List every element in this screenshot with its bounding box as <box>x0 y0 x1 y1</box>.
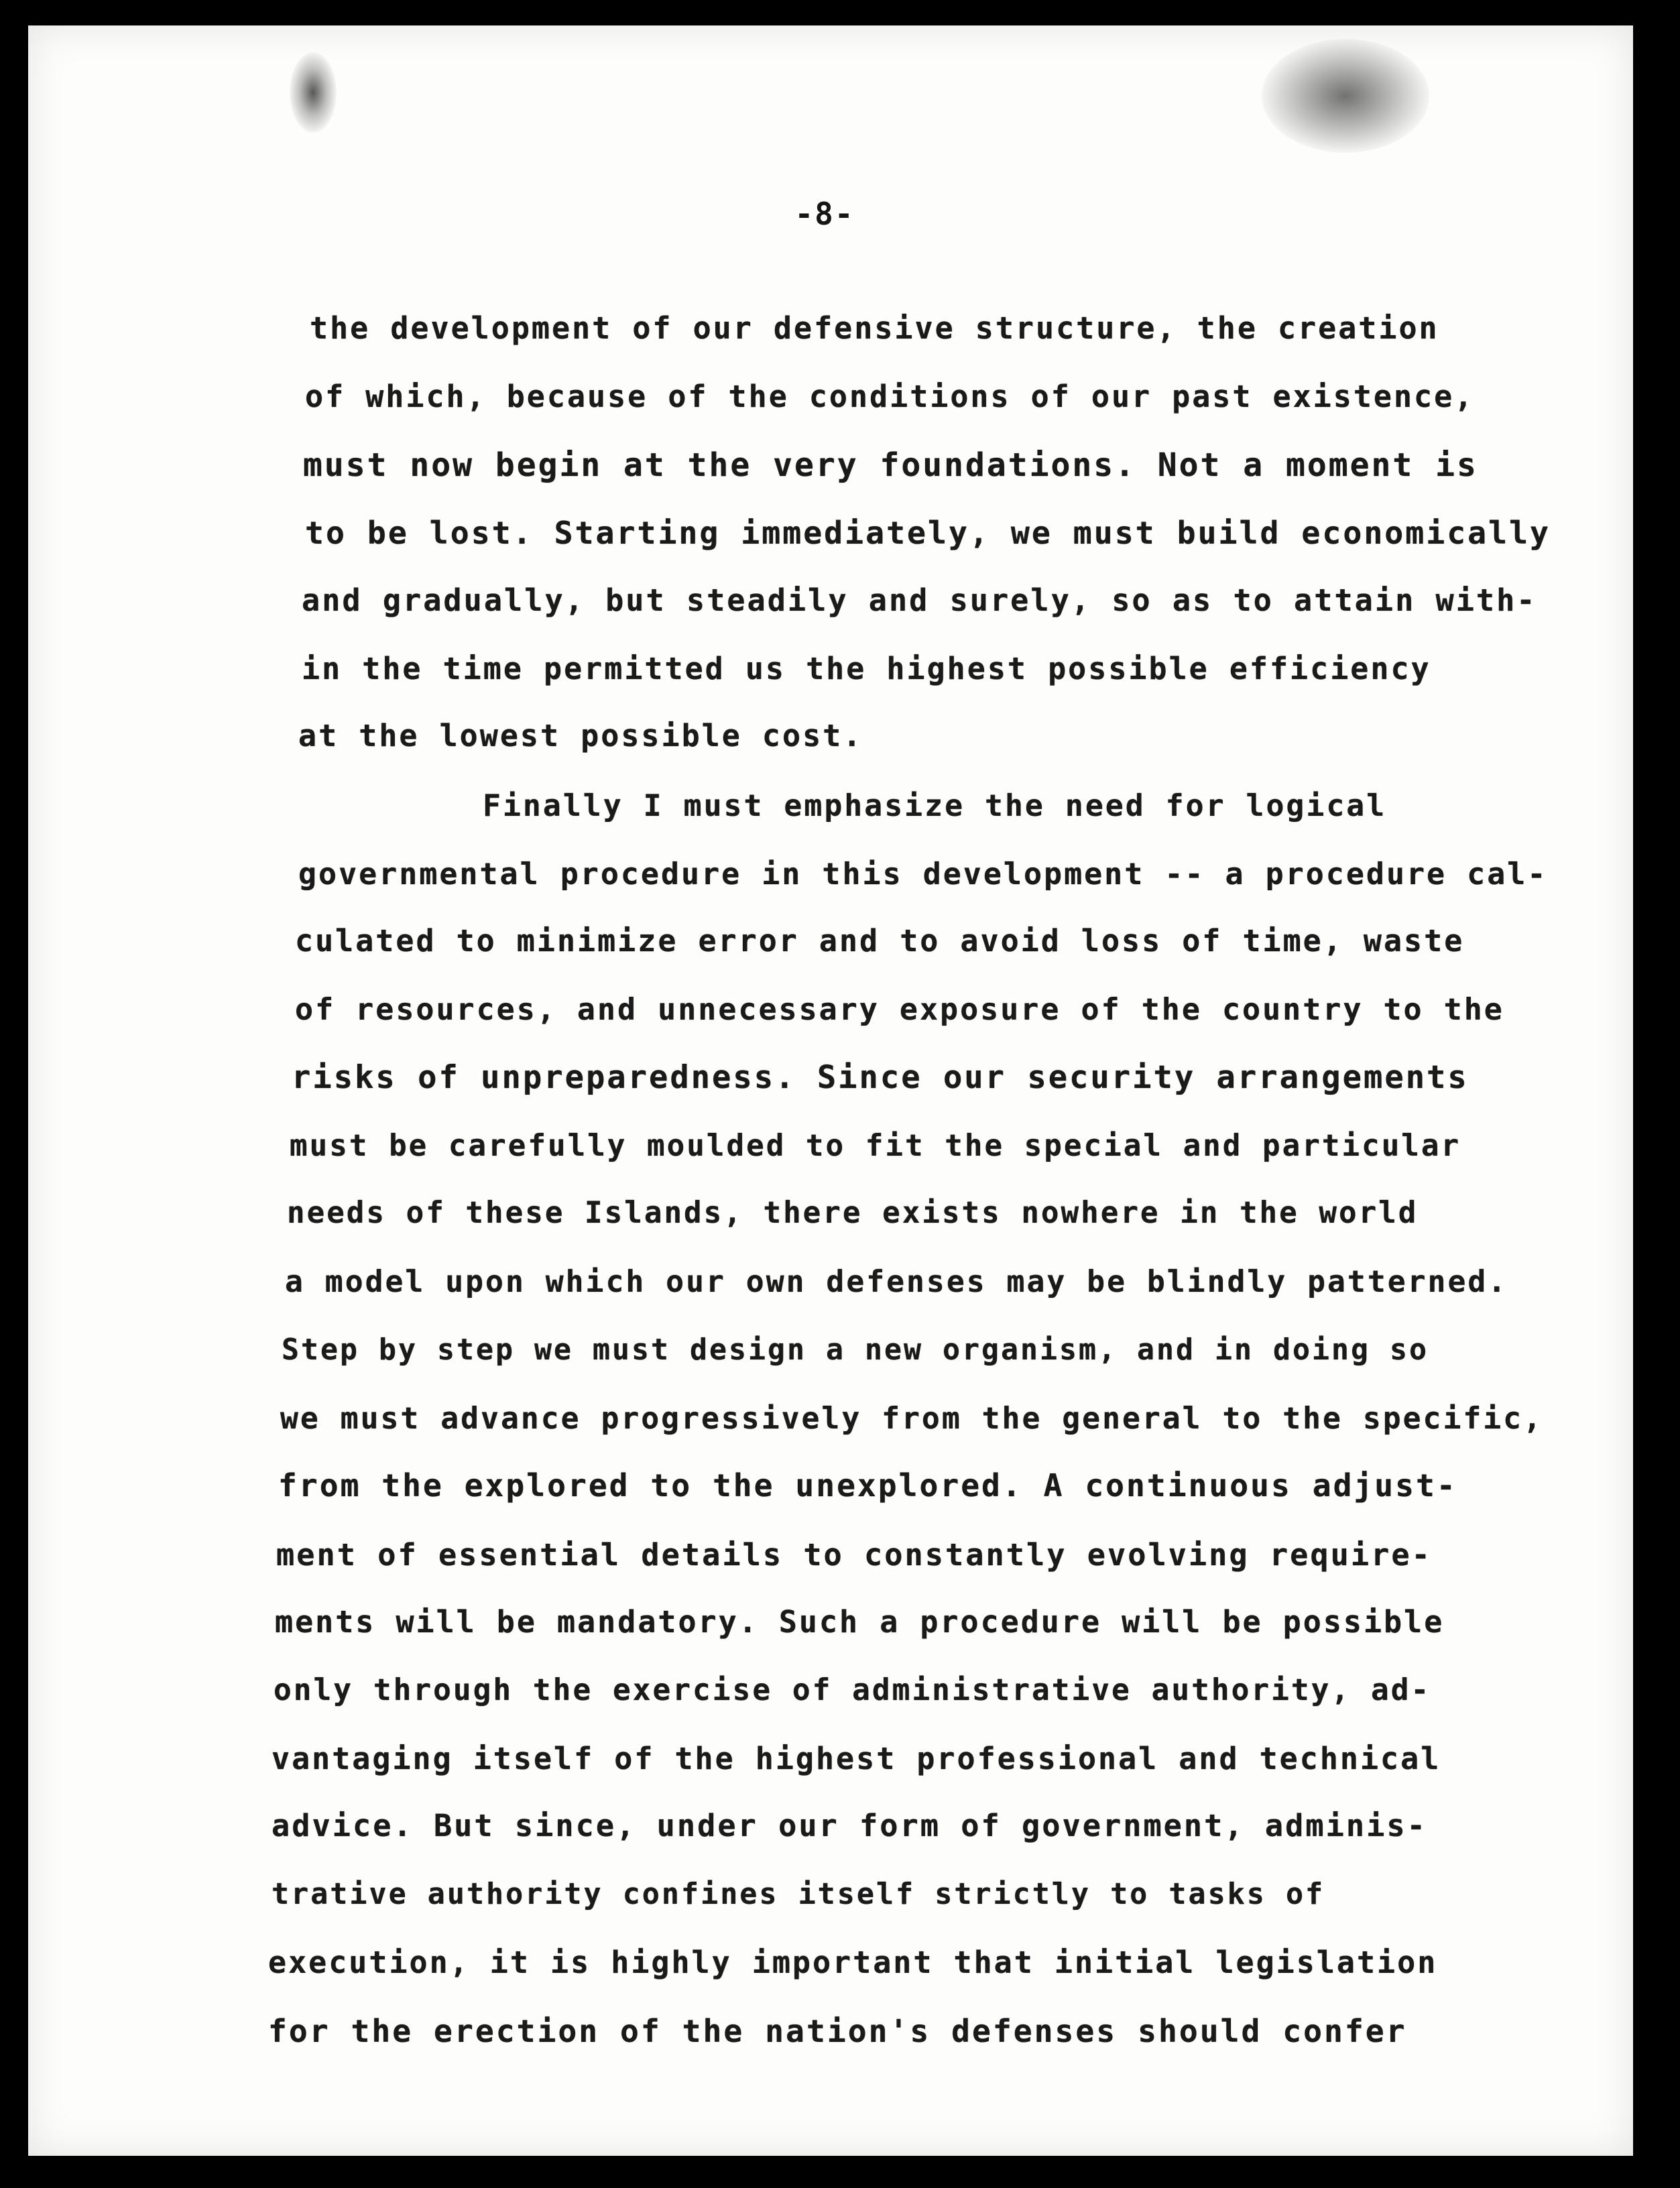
text-line: Step by step we must design a new organism, and in doing so <box>282 1333 1429 1367</box>
text-line: vantaging itself of the highest professional and technical <box>272 1741 1441 1776</box>
text-line: needs of these Islands, there exists nowhere in the world <box>287 1196 1419 1230</box>
text-line: culated to minimize error and to avoid loss of time, waste <box>295 923 1465 959</box>
text-line: governmental procedure in this development -- a procedure cal- <box>298 856 1548 892</box>
text-line: risks of unpreparedness. Since our security arrangements <box>292 1059 1469 1096</box>
text-line: at the lowest possible cost. <box>298 718 863 753</box>
text-line: Finally I must emphasize the need for logical <box>483 788 1387 823</box>
text-line: trative authority confines itself strictly to tasks of <box>272 1878 1325 1911</box>
ink-smudge-right <box>1262 39 1429 153</box>
text-line: in the time permitted us the highest possible efficiency <box>302 651 1431 686</box>
text-line: ments will be mandatory. Such a procedure will be possible <box>275 1604 1445 1640</box>
text-line: and gradually, but steadily and surely, so as to attain with- <box>302 583 1537 618</box>
text-line: a model upon which our own defenses may be blindly patterned. <box>285 1264 1508 1299</box>
text-line: we must advance progressively from the general to the specific, <box>280 1401 1543 1436</box>
text-line: must be carefully moulded to fit the special and particular <box>290 1129 1461 1163</box>
text-line: the development of our defensive structure, the creation <box>310 310 1439 346</box>
page-number: -8- <box>794 196 855 232</box>
text-line: of resources, and unnecessary exposure of the country to the <box>295 991 1504 1027</box>
text-line: of which, because of the conditions of our past existence, <box>305 379 1475 414</box>
text-line: must now begin at the very foundations. Not a moment is <box>303 446 1478 484</box>
text-line: execution, it is highly important that initial legislation <box>268 1945 1438 1980</box>
text-line: from the explored to the unexplored. A continuous adjust- <box>278 1467 1457 1504</box>
text-line: for the erection of the nation's defenses should confer <box>268 2013 1407 2049</box>
ink-smudge-left <box>290 52 337 133</box>
text-line: only through the exercise of administrative authority, ad- <box>274 1673 1431 1707</box>
text-line: to be lost. Starting immediately, we must build economically <box>305 515 1551 551</box>
text-line: advice. But since, under our form of government, adminis- <box>272 1808 1427 1843</box>
text-line: ment of essential details to constantly evolving require- <box>276 1537 1432 1573</box>
